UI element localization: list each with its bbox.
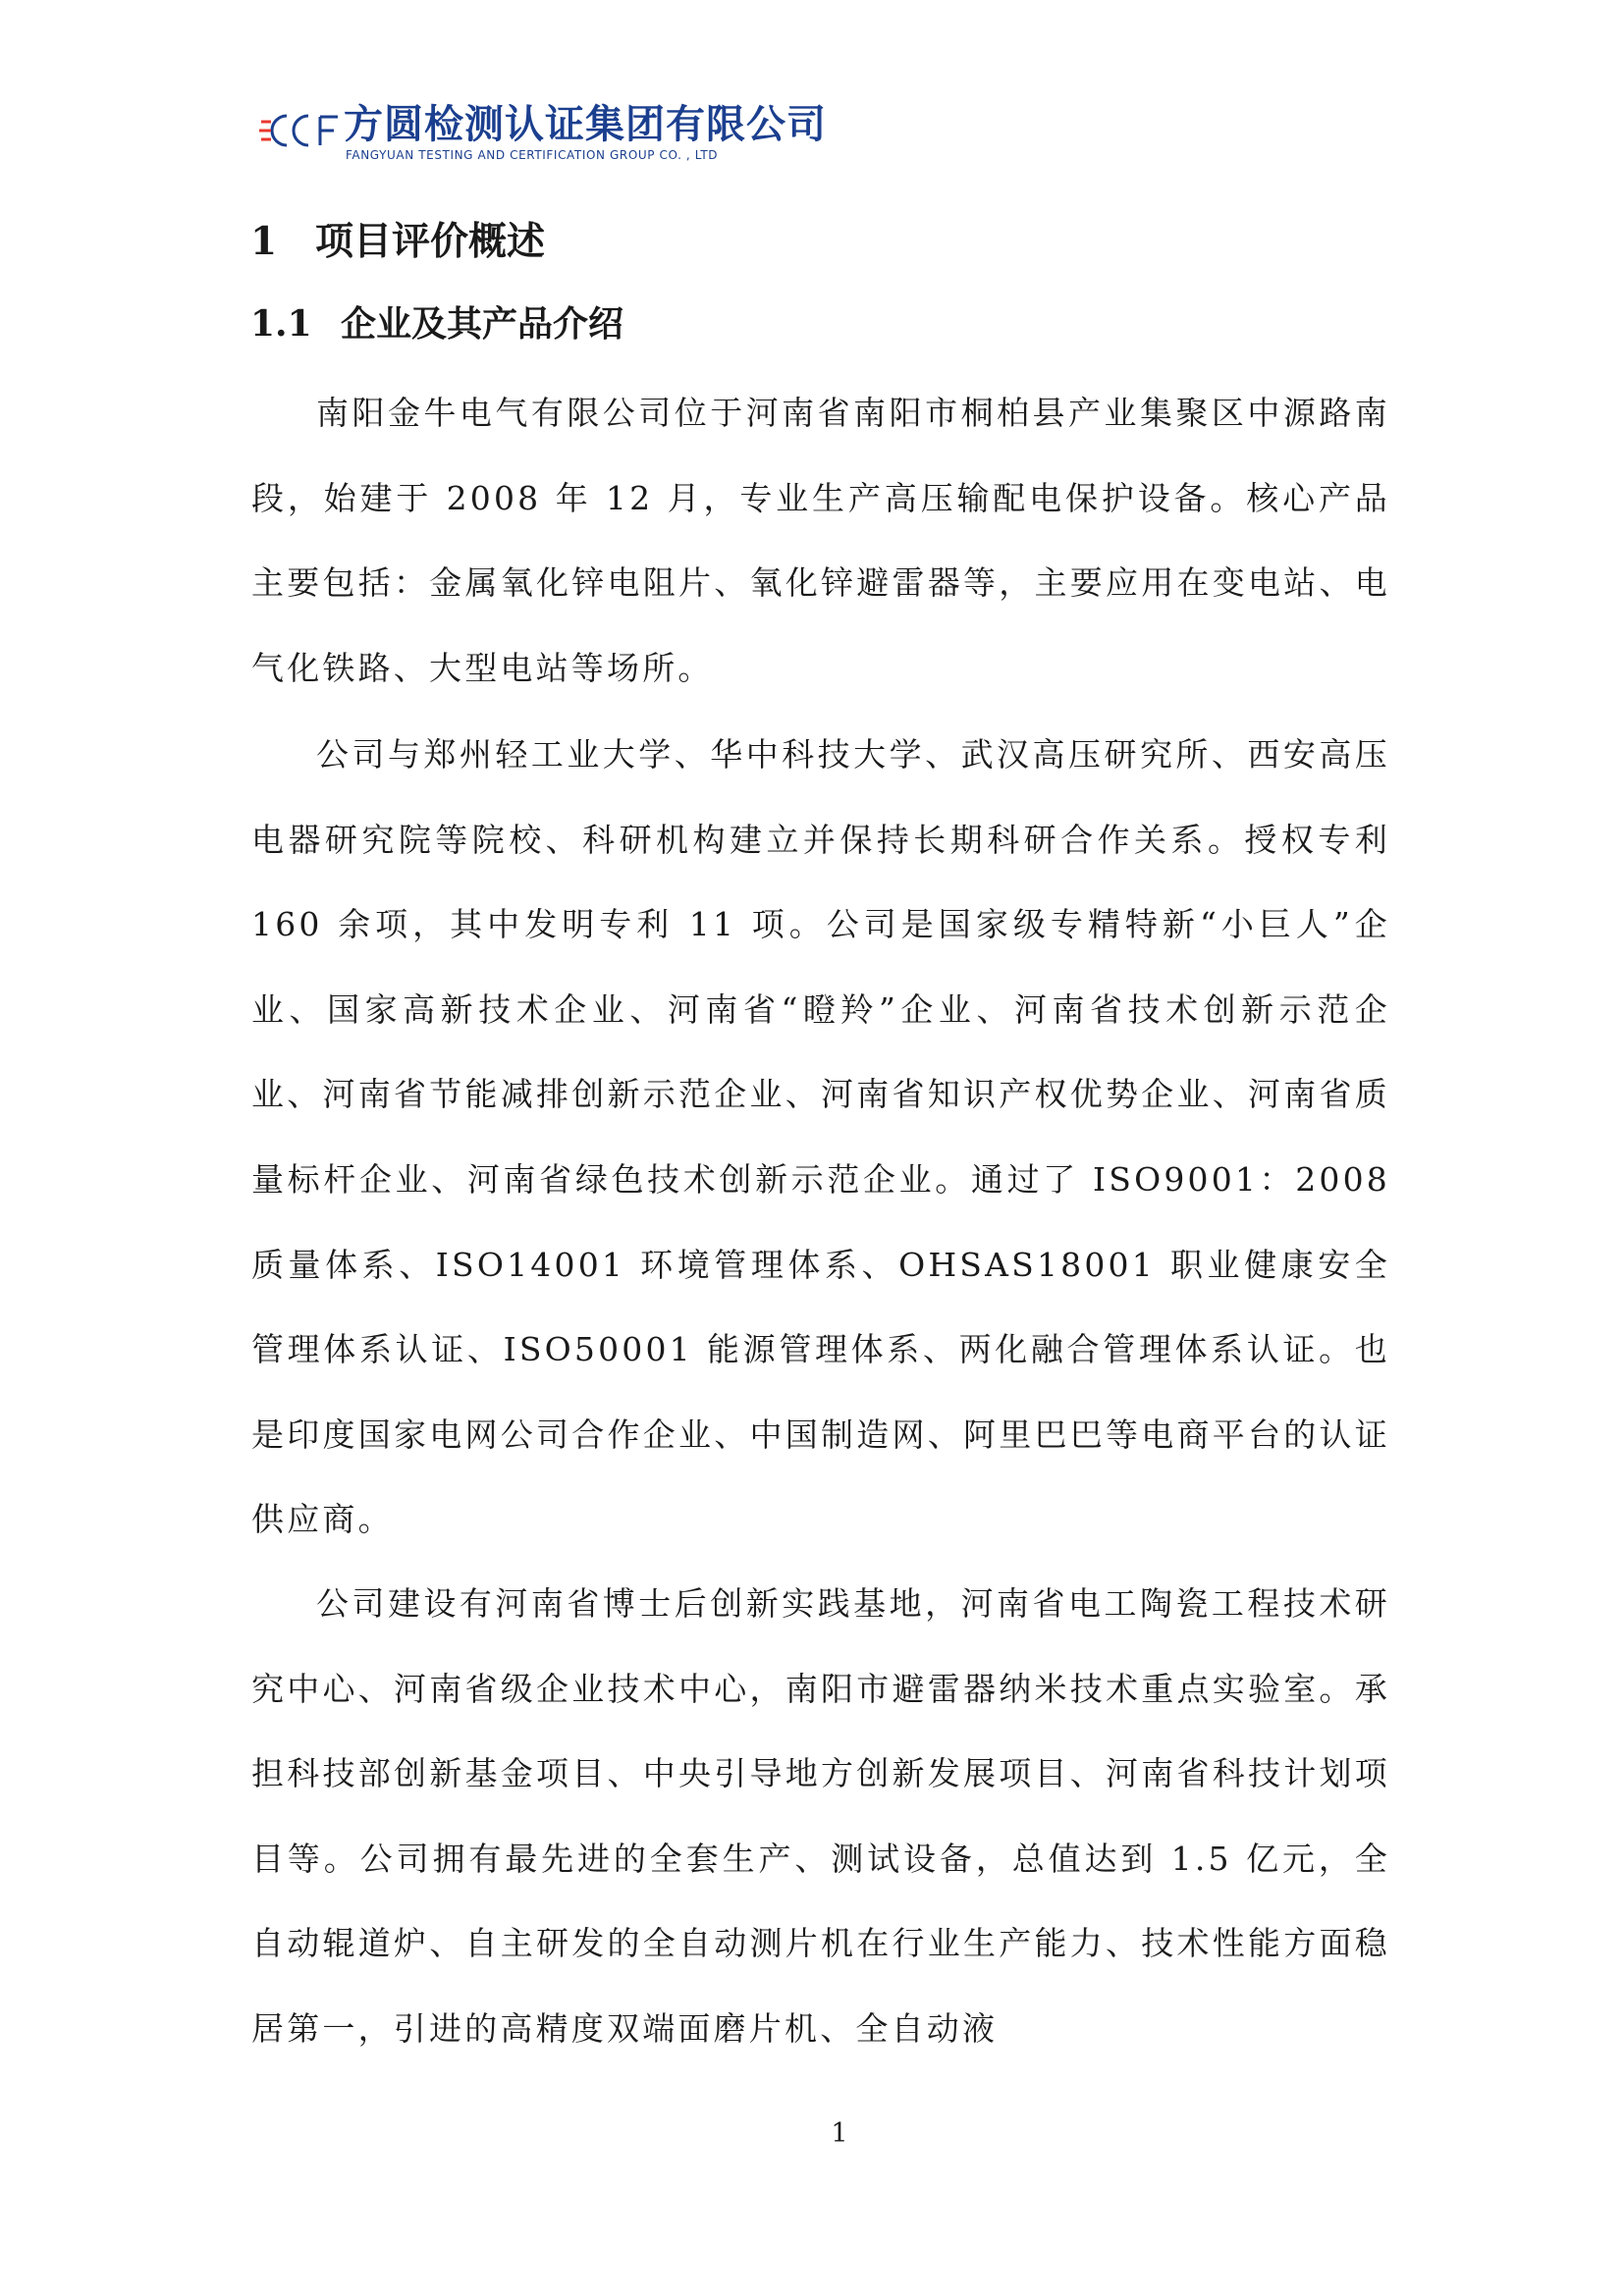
subsection-number: 1.1 (250, 303, 312, 345)
company-logo (257, 102, 827, 167)
page-number: 1 (831, 2118, 848, 2149)
logo-mark-text: CCF (298, 152, 301, 153)
paragraph-rd-equipment: 公司建设有河南省博士后创新实践基地，河南省电工陶瓷工程技术研究中心、河南省级企业技术中心，南阳市避雷器纳米技术重点实验室。承担科技部创新基金项目、中央引导地方创新发展项目、河南省科技计划项目等。公司拥有最先进的全套生产、测试设备，总值达到 1.5 亿元，全自动辊道炉、自主研发的全自动测片机在行业生产能力、技术性能方面稳居第一，引进的高精度双端面磨片机、全自动液 (251, 1584, 1390, 2048)
paragraph-research-certifications: 公司与郑州轻工业大学、华中科技大学、武汉高压研究所、西安高压电器研究院等院校、科研机构建立并保持长期科研合作关系。授权专利 160 余项，其中发明专利 11 项。公司是国家级专精特新“小巨人”企业、国家高新技术企业、河南省“瞪羚”企业、河南省技术创新示范企业、河南省节能减排创新示范企业、河南省知识产权优势企业、河南省质量标杆企业、河南省绿色技术创新示范企业。通过了 ISO9001：2008 质量体系、ISO14001 环境管理体系、OHSAS18001 职业健康安全管理体系认证、ISO50001 能源管理体系、两化融合管理体系认证。也是印度国家电网公司合作企业、中国制造网、阿里巴巴等电商平台的认证供应商。 (251, 735, 1390, 1539)
section-number: 1 (250, 219, 278, 264)
paragraph-company-intro: 南阳金牛电气有限公司位于河南省南阳市桐柏县产业集聚区中源路南段，始建于 2008 年 12 月，专业生产高压输配电保护设备。核心产品主要包括：金属氧化锌电阻片、氧化锌避雷器等，主要应用在变电站、电气化铁路、大型电站等场所。 (251, 394, 1390, 687)
company-name-en: FANGYUAN TESTING AND CERTIFICATION GROUP CO. , LTD (346, 148, 719, 162)
subsection-heading (250, 296, 623, 347)
ccf-logo-icon (257, 108, 340, 153)
section-title: 项目评价概述 (315, 219, 546, 264)
company-name-cn: 方圆检测认证集团有限公司 (344, 102, 827, 147)
subsection-title: 企业及其产品介绍 (341, 303, 624, 345)
section-heading (250, 211, 545, 266)
